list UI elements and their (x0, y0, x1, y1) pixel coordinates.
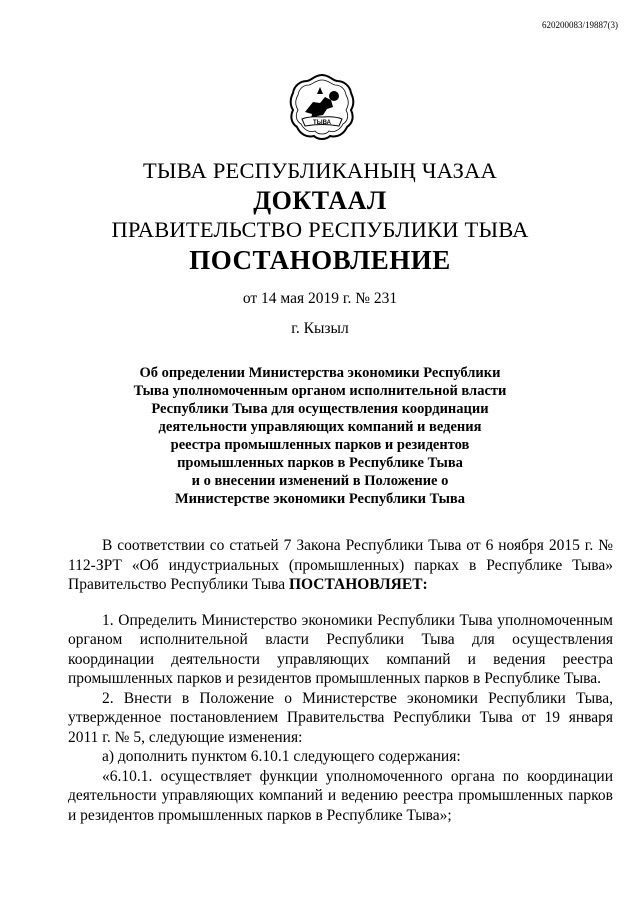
title-line: Тыва уполномоченным органом исполнительной власти (133, 383, 507, 399)
title-line: промышленных парков в Республике Тыва (177, 455, 463, 471)
title-line: реестра промышленных парков и резидентов (170, 437, 470, 453)
header-tuvan-government: ТЫВА РЕСПУБЛИКАНЫҢ ЧАЗАА (142, 158, 498, 183)
tuva-emblem-icon (287, 72, 357, 142)
title-line: деятельности управляющих компаний и ведения (158, 419, 482, 435)
emblem-ribbon-text: ТЫВА (313, 120, 331, 126)
decree-body (68, 536, 613, 825)
document-number: 620200083/19887(3) (542, 20, 618, 30)
title-line: Об определении Министерства экономики Республики (139, 365, 501, 381)
preamble-emphasis: ПОСТАНОВЛЯЕТ: (289, 576, 428, 593)
title-line: и о внесении изменений в Положение о (191, 473, 449, 489)
preamble (68, 536, 613, 595)
paragraph-6-10-1: «6.10.1. осуществляет функции уполномоченного органа по координации деятельности управляющих компаний и ведению реестра промышленных парков и резидентов промышленных парков в Республике Тыва»; (68, 767, 613, 824)
decree-date: от 14 мая 2019 г. № 231 (242, 290, 398, 307)
paragraph-1: 1. Определить Министерство экономики Республики Тыва уполномоченным органом исполнительной власти Республики Тыва для осуществления координации деятельности управляющих компаний и ведения реестра промышленных парков и резидентов промышленных парков в Республике Тыва. (68, 611, 613, 687)
preamble-text: В соответствии со статьей 7 Закона Республики Тыва от 6 ноября 2015 г. № 112-ЗРТ «Об индустриальных (промышленных) парках в Республике Тыва» Правительство Республики Тыва (68, 537, 613, 593)
header-decree: ПОСТАНОВЛЕНИЕ (189, 245, 451, 275)
title-line: Республики Тыва для осуществления координации (151, 401, 489, 417)
paragraph-2a: а) дополнить пунктом 6.10.1 следующего содержания: (102, 748, 461, 765)
header-tuvan-decree: ДОКТААЛ (253, 186, 387, 215)
title-line: Министерстве экономики Республики Тыва (174, 491, 466, 507)
decree-city: г. Кызыл (291, 320, 349, 337)
header-government: ПРАВИТЕЛЬСТВО РЕСПУБЛИКИ ТЫВА (111, 217, 529, 242)
decree-title (110, 364, 530, 508)
paragraph-2: 2. Внести в Положение о Министерстве экономики Республики Тыва, утвержденное постановлением Правительства Республики Тыва от 19 января 2011 г. № 5, следующие изменения: (68, 689, 613, 746)
